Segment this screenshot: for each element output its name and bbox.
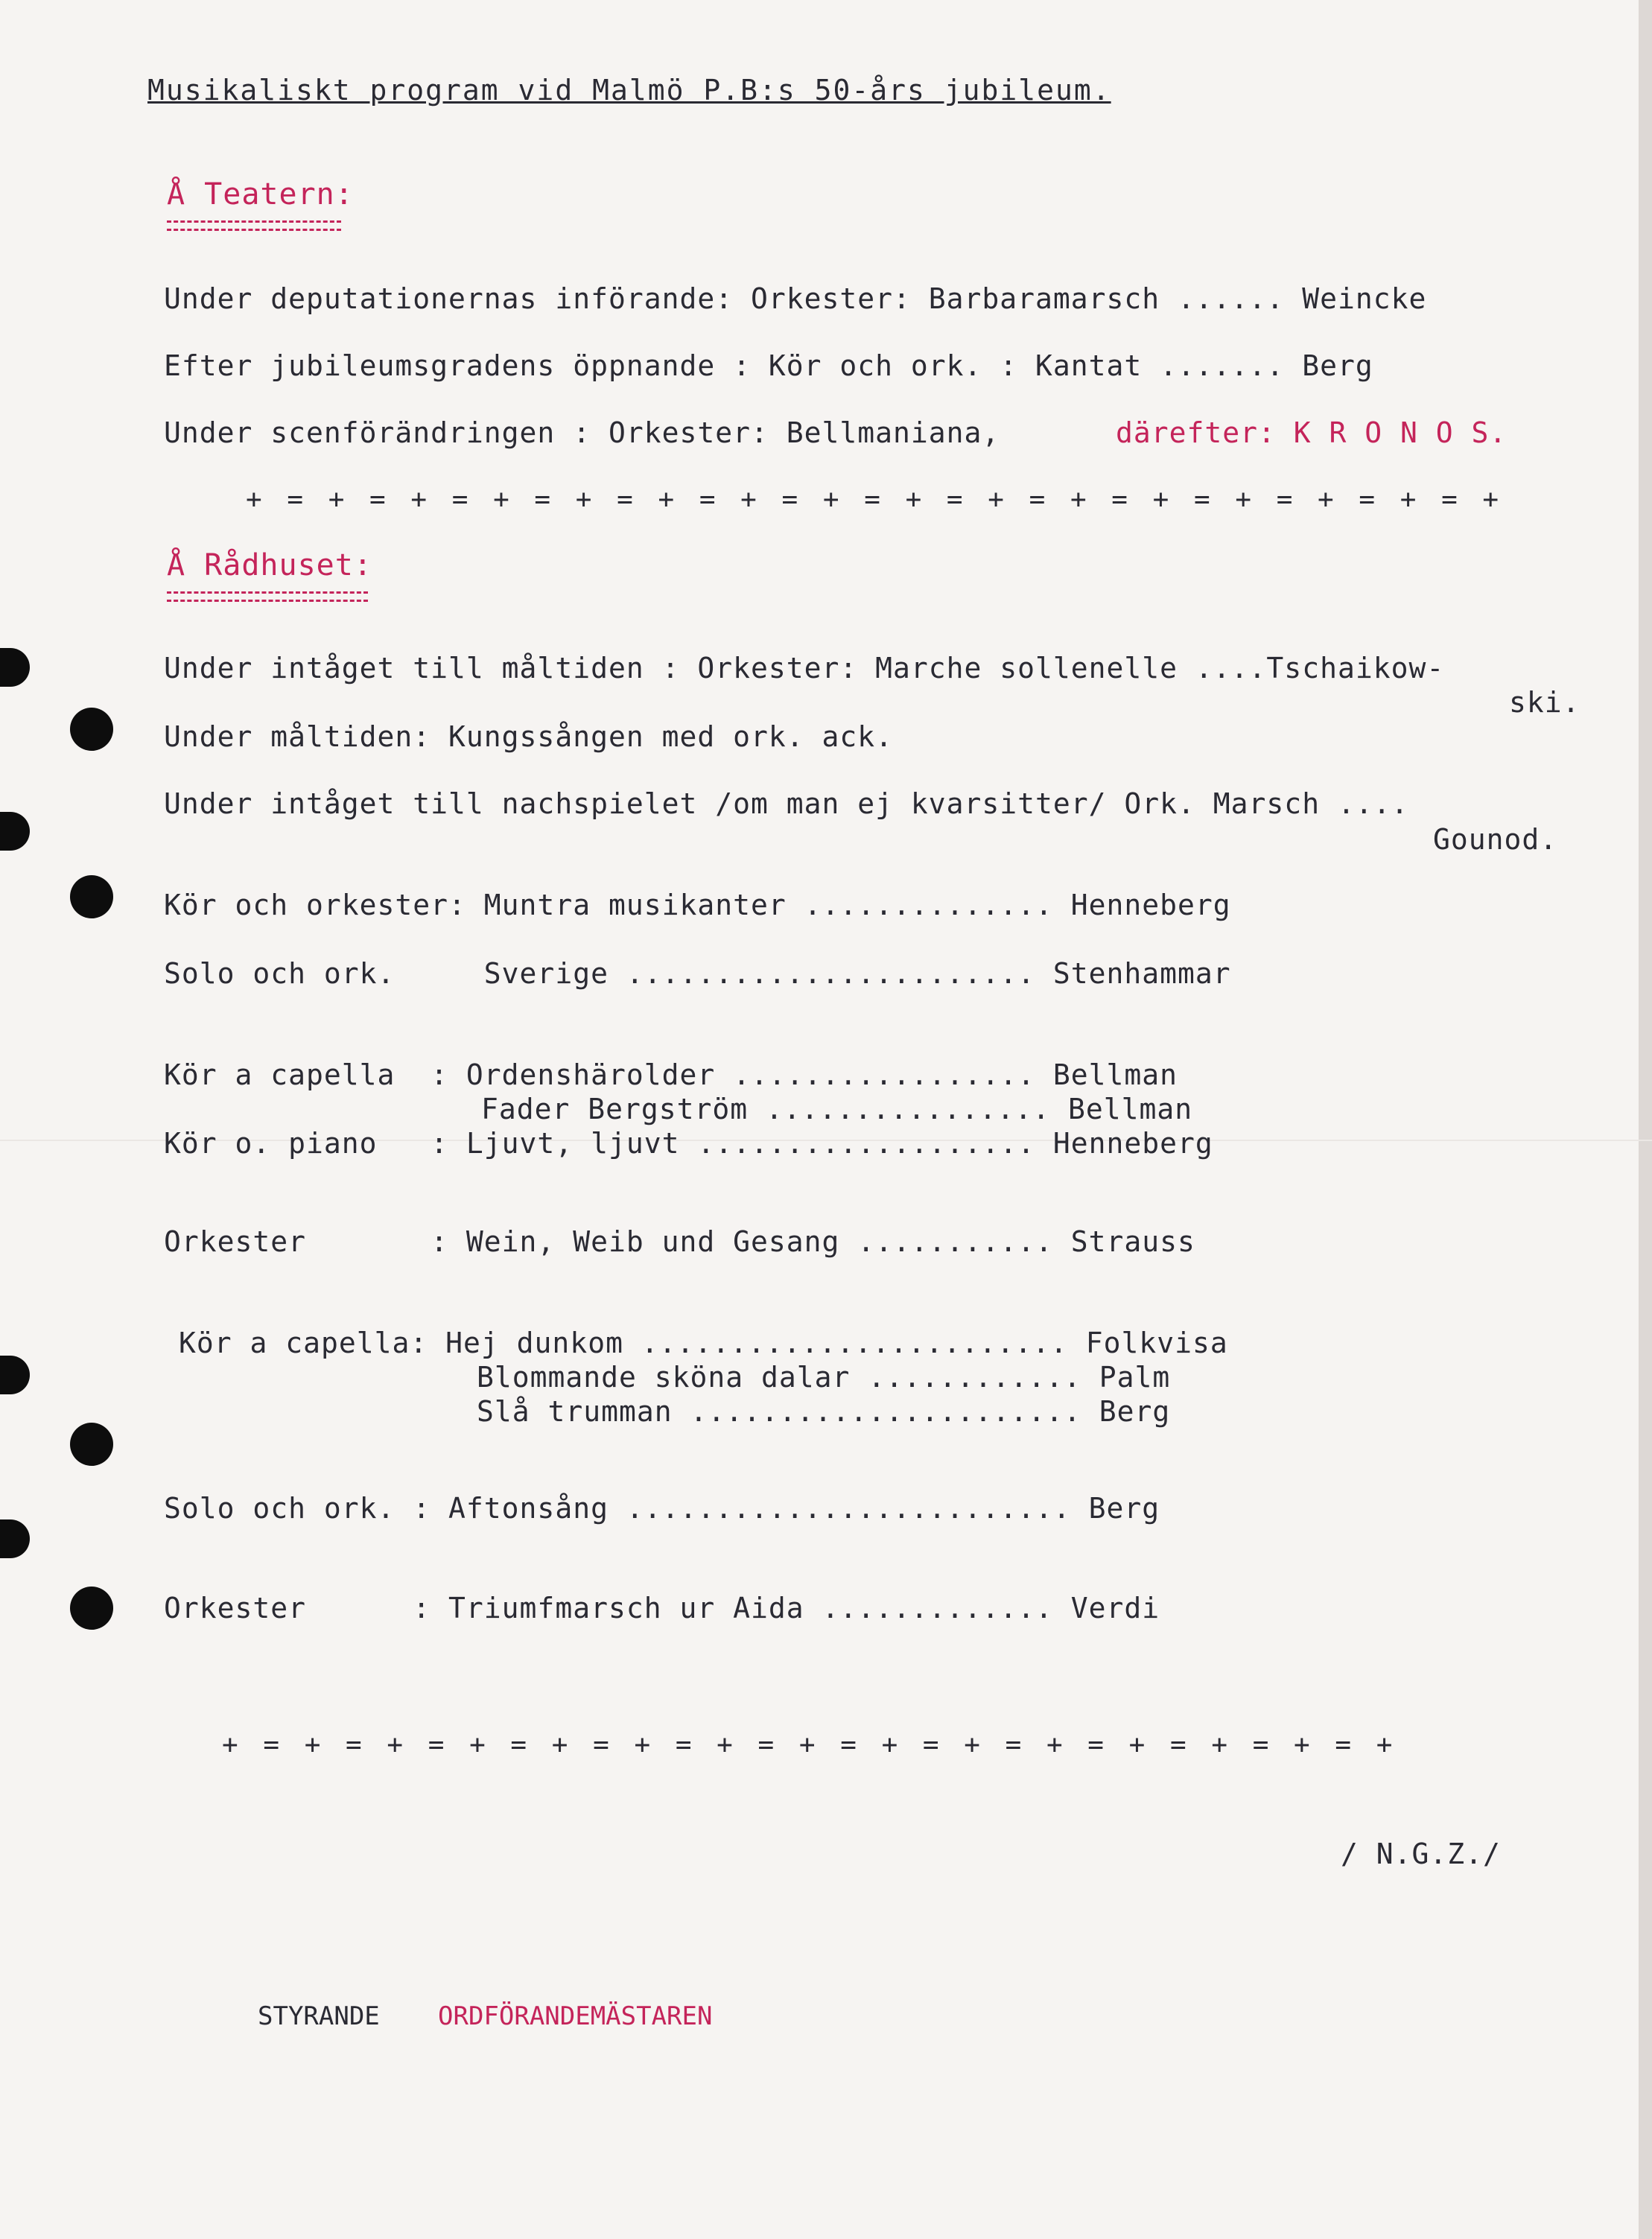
footer-title-black: STYRANDE bbox=[258, 2001, 380, 2031]
separator-line: + = + = + = + = + = + = + = + = + = + = + = + = + = + = + bbox=[222, 1730, 1397, 1760]
program-line: Blommande sköna dalar ............ Palm bbox=[477, 1361, 1171, 1394]
punch-hole bbox=[0, 812, 30, 851]
program-line: Under måltiden: Kungssången med ork. ack. bbox=[164, 720, 893, 753]
punch-hole bbox=[70, 1587, 113, 1630]
program-line: Orkester : Triumfmarsch ur Aida ............. Verdi bbox=[164, 1592, 1160, 1625]
page-title: Musikaliskt program vid Malmö P.B:s 50-års jubileum. bbox=[147, 74, 1111, 107]
separator-line: + = + = + = + = + = + = + = + = + = + = + = + = + = + = + = + bbox=[246, 484, 1504, 515]
program-line: Solo och ork. Sverige ....................... Stenhammar bbox=[164, 957, 1231, 990]
program-line: Efter jubileumsgradens öppnande : Kör och ork. : Kantat ....... Berg bbox=[164, 349, 1373, 382]
heading-double-underline bbox=[167, 591, 368, 602]
signature-initials: / N.G.Z./ bbox=[1341, 1838, 1501, 1870]
program-line-continuation: Gounod. bbox=[1433, 823, 1558, 856]
program-line: Under scenförändringen : Orkester: Bellmaniana, bbox=[164, 416, 1000, 449]
program-line: Fader Bergström ................ Bellman bbox=[481, 1093, 1193, 1125]
punch-hole bbox=[70, 708, 113, 751]
program-line: Solo och ork. : Aftonsång ......................... Berg bbox=[164, 1492, 1160, 1525]
program-line: Under intåget till måltiden : Orkester: Marche sollenelle ....Tschaikow- bbox=[164, 652, 1445, 685]
program-line: Orkester : Wein, Weib und Gesang ........... Strauss bbox=[164, 1225, 1195, 1258]
paper-edge bbox=[1639, 0, 1652, 2239]
punch-hole bbox=[0, 648, 30, 687]
footer-title-red: ORDFÖRANDEMÄSTAREN bbox=[438, 2001, 713, 2031]
punch-hole bbox=[0, 1356, 30, 1394]
program-line: Kör a capella: Hej dunkom ........................ Folkvisa bbox=[179, 1327, 1228, 1359]
program-line: Slå trumman ...................... Berg bbox=[477, 1395, 1171, 1428]
section-heading-teatern: Å Teatern: bbox=[167, 177, 354, 212]
section-heading-radhuset: Å Rådhuset: bbox=[167, 548, 372, 582]
program-line: Kör o. piano : Ljuvt, ljuvt ................... Henneberg bbox=[164, 1127, 1213, 1160]
punch-hole bbox=[0, 1519, 30, 1558]
program-line: Kör och orkester: Muntra musikanter .............. Henneberg bbox=[164, 889, 1231, 921]
punch-hole bbox=[70, 875, 113, 918]
program-line: Under intåget till nachspielet /om man ej kvarsitter/ Ork. Marsch .... bbox=[164, 787, 1409, 820]
program-line: Under deputationernas införande: Orkester: Barbaramarsch ...... Weincke bbox=[164, 282, 1427, 315]
program-line-continuation: ski. bbox=[1509, 686, 1580, 719]
program-line: Kör a capella : Ordenshärolder ................. Bellman bbox=[164, 1058, 1178, 1091]
punch-hole bbox=[70, 1423, 113, 1466]
heading-double-underline bbox=[167, 220, 341, 231]
program-line-red: därefter: K R O N O S. bbox=[1116, 416, 1508, 449]
